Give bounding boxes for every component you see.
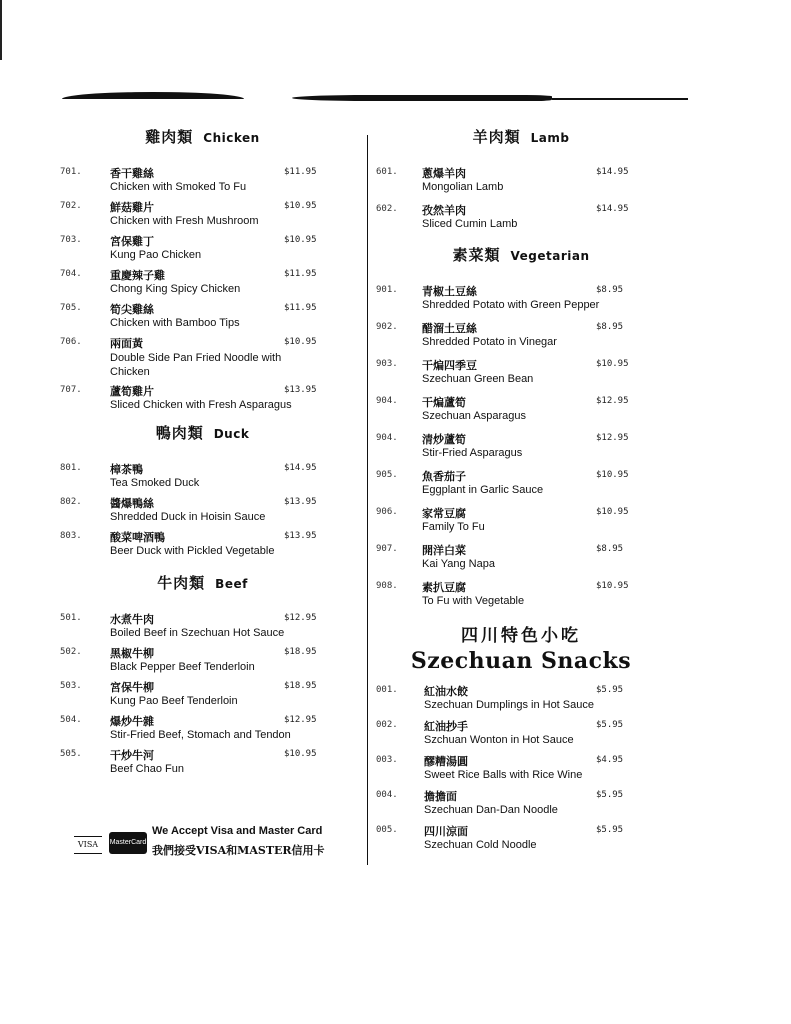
menu-item bbox=[60, 232, 345, 266]
payment-text-en: We Accept Visa and Master Card bbox=[152, 825, 323, 837]
item-price: $8.95 bbox=[596, 285, 624, 295]
item-name-en: Szechuan Asparagus bbox=[422, 410, 526, 422]
item-number: 703. bbox=[60, 235, 82, 245]
item-price: $18.95 bbox=[284, 681, 317, 691]
item-number: 503. bbox=[60, 681, 82, 691]
item-price: $5.95 bbox=[596, 720, 624, 730]
item-price: $4.95 bbox=[596, 755, 624, 765]
section-title-en: Lamb bbox=[530, 131, 570, 145]
item-price: $10.95 bbox=[284, 235, 317, 245]
item-name-en: Shredded Duck in Hoisin Sauce bbox=[110, 511, 266, 523]
item-name-en: Chicken with Smoked To Fu bbox=[110, 181, 247, 193]
menu-item bbox=[376, 541, 666, 578]
item-name-cn: 酸菜啤酒鴨 bbox=[110, 531, 165, 544]
snacks-title-cn: 四川特色小吃 bbox=[461, 626, 581, 646]
section-title-en: Duck bbox=[213, 427, 250, 441]
item-number: 706. bbox=[60, 337, 82, 347]
item-price: $12.95 bbox=[596, 396, 629, 406]
item-price: $10.95 bbox=[596, 359, 629, 369]
page-edge-line bbox=[0, 0, 2, 60]
item-price: $13.95 bbox=[284, 497, 317, 507]
section-snacks bbox=[376, 621, 666, 857]
menu-item bbox=[376, 201, 666, 238]
right-column bbox=[376, 126, 666, 863]
menu-item bbox=[376, 578, 666, 615]
left-column bbox=[60, 126, 345, 786]
item-name-en: Sliced Chicken with Fresh Asparagus bbox=[110, 399, 292, 411]
section-title-cn: 羊肉類 bbox=[472, 128, 521, 146]
section-heading bbox=[60, 572, 345, 600]
menu-item bbox=[376, 282, 666, 319]
item-price: $5.95 bbox=[596, 790, 624, 800]
section-title-cn: 素菜類 bbox=[452, 246, 501, 264]
item-name-en: Mongolian Lamb bbox=[422, 181, 504, 193]
menu-item bbox=[376, 393, 666, 430]
item-number: 802. bbox=[60, 497, 82, 507]
item-price: $13.95 bbox=[284, 385, 317, 395]
menu-item bbox=[60, 528, 345, 562]
menu-item bbox=[376, 356, 666, 393]
item-number: 003. bbox=[376, 755, 398, 765]
item-price: $8.95 bbox=[596, 544, 624, 554]
item-number: 002. bbox=[376, 720, 398, 730]
item-price: $5.95 bbox=[596, 825, 624, 835]
menu-item bbox=[376, 717, 666, 752]
section-heading bbox=[376, 126, 666, 154]
item-name-en: Szechuan Green Bean bbox=[422, 373, 534, 385]
item-price: $12.95 bbox=[596, 433, 629, 443]
item-name-en: Szechuan Dumplings in Hot Sauce bbox=[424, 699, 594, 711]
item-number: 906. bbox=[376, 507, 398, 517]
item-name-cn: 孜然羊肉 bbox=[422, 204, 466, 217]
item-price: $10.95 bbox=[284, 337, 317, 347]
menu-item bbox=[60, 746, 345, 780]
menu-item bbox=[60, 610, 345, 644]
item-name-cn: 黑椒牛柳 bbox=[110, 647, 154, 660]
item-number: 901. bbox=[376, 285, 398, 295]
menu-item bbox=[376, 682, 666, 717]
visa-logo: VISA bbox=[74, 836, 102, 854]
item-name-cn: 蔥爆羊肉 bbox=[422, 167, 466, 180]
menu-item bbox=[60, 334, 345, 382]
item-price: $12.95 bbox=[284, 715, 317, 725]
item-name-cn: 干煸蘆筍 bbox=[422, 396, 466, 409]
item-name-en: Kai Yang Napa bbox=[422, 558, 495, 570]
menu-item bbox=[60, 460, 345, 494]
item-number: 905. bbox=[376, 470, 398, 480]
item-name-cn: 干炒牛河 bbox=[110, 749, 154, 762]
section-title-en: Chicken bbox=[203, 131, 260, 145]
item-price: $14.95 bbox=[284, 463, 317, 473]
item-number: 902. bbox=[376, 322, 398, 332]
item-number: 504. bbox=[60, 715, 82, 725]
item-name-cn: 四川涼面 bbox=[424, 825, 468, 838]
item-name-cn: 香干雞絲 bbox=[110, 167, 154, 180]
item-name-en: Stir-Fried Asparagus bbox=[422, 447, 523, 459]
item-number: 801. bbox=[60, 463, 82, 473]
menu-item bbox=[376, 822, 666, 857]
item-price: $10.95 bbox=[284, 749, 317, 759]
item-price: $14.95 bbox=[596, 167, 629, 177]
section-beef bbox=[60, 572, 345, 780]
item-name-cn: 醋溜土豆絲 bbox=[422, 322, 477, 335]
item-price: $13.95 bbox=[284, 531, 317, 541]
item-price: $10.95 bbox=[284, 201, 317, 211]
item-price: $5.95 bbox=[596, 685, 624, 695]
item-name-en: Kung Pao Chicken bbox=[110, 249, 202, 261]
item-name-en: Sliced Cumin Lamb bbox=[422, 218, 518, 230]
item-number: 601. bbox=[376, 167, 398, 177]
item-name-cn: 魚香茄子 bbox=[422, 470, 466, 483]
menu-item bbox=[60, 712, 345, 746]
item-name-cn: 清炒蘆筍 bbox=[422, 433, 466, 446]
menu-item bbox=[376, 787, 666, 822]
menu-item bbox=[376, 430, 666, 467]
item-name-cn: 鮮菇雞片 bbox=[110, 201, 154, 214]
item-name-en: Boiled Beef in Szechuan Hot Sauce bbox=[110, 627, 285, 639]
item-name-en: Tea Smoked Duck bbox=[110, 477, 200, 489]
item-name-cn: 筍尖雞絲 bbox=[110, 303, 154, 316]
menu-item bbox=[60, 494, 345, 528]
menu-item bbox=[60, 678, 345, 712]
item-name-cn: 素扒豆腐 bbox=[422, 581, 466, 594]
item-name-en: Kung Pao Beef Tenderloin bbox=[110, 695, 238, 707]
item-name-cn: 宮保雞丁 bbox=[110, 235, 154, 248]
item-name-en: Chong King Spicy Chicken bbox=[110, 283, 241, 295]
section-heading bbox=[60, 422, 345, 450]
item-price: $11.95 bbox=[284, 269, 317, 279]
item-name-cn: 醬爆鴨絲 bbox=[110, 497, 154, 510]
section-duck bbox=[60, 422, 345, 562]
section-lamb bbox=[376, 126, 666, 238]
header-swoosh-right bbox=[292, 95, 552, 101]
item-name-en: Szechuan Cold Noodle bbox=[424, 839, 537, 851]
item-name-en: Beef Chao Fun bbox=[110, 763, 184, 775]
item-name-cn: 干煸四季豆 bbox=[422, 359, 477, 372]
menu-item bbox=[60, 164, 345, 198]
section-vegetarian bbox=[376, 244, 666, 615]
item-name-cn: 醪糟湯圓 bbox=[424, 755, 468, 768]
item-name-en: Shredded Potato in Vinegar bbox=[422, 336, 557, 348]
menu-item bbox=[376, 752, 666, 787]
item-name-cn: 兩面黃 bbox=[110, 337, 143, 350]
section-heading bbox=[60, 126, 345, 154]
item-name-en: Stir-Fried Beef, Stomach and Tendon bbox=[110, 729, 291, 741]
item-name-en: Szechuan Dan-Dan Noodle bbox=[424, 804, 558, 816]
item-name-cn: 重慶辣子雞 bbox=[110, 269, 165, 282]
item-name-en: Beer Duck with Pickled Vegetable bbox=[110, 545, 275, 557]
item-number: 704. bbox=[60, 269, 82, 279]
section-title-cn: 雞肉類 bbox=[145, 128, 194, 146]
item-name-en: Black Pepper Beef Tenderloin bbox=[110, 661, 255, 673]
item-price: $10.95 bbox=[596, 581, 629, 591]
item-number: 904. bbox=[376, 433, 398, 443]
menu-item bbox=[60, 266, 345, 300]
item-number: 602. bbox=[376, 204, 398, 214]
menu-item bbox=[60, 644, 345, 678]
item-name-cn: 開洋白菜 bbox=[422, 544, 466, 557]
item-number: 005. bbox=[376, 825, 398, 835]
item-price: $18.95 bbox=[284, 647, 317, 657]
item-name-cn: 紅油抄手 bbox=[424, 720, 468, 733]
item-name-cn: 樟茶鴨 bbox=[110, 463, 143, 476]
item-price: $12.95 bbox=[284, 613, 317, 623]
menu-item bbox=[60, 300, 345, 334]
item-price: $10.95 bbox=[596, 470, 629, 480]
item-name-cn: 水煮牛肉 bbox=[110, 613, 154, 626]
item-name-en: Family To Fu bbox=[422, 521, 485, 533]
item-price: $10.95 bbox=[596, 507, 629, 517]
section-chicken bbox=[60, 126, 345, 416]
item-number: 501. bbox=[60, 613, 82, 623]
item-name-en: Chicken with Fresh Mushroom bbox=[110, 215, 259, 227]
snacks-title-en: Szechuan Snacks bbox=[410, 648, 632, 674]
item-number: 505. bbox=[60, 749, 82, 759]
section-title-cn: 鴨肉類 bbox=[155, 424, 204, 442]
item-name-en: Double Side Pan Fried Noodle with Chicken bbox=[110, 352, 282, 378]
item-price: $11.95 bbox=[284, 167, 317, 177]
item-name-cn: 紅油水餃 bbox=[424, 685, 468, 698]
item-name-cn: 青椒土豆絲 bbox=[422, 285, 477, 298]
item-number: 502. bbox=[60, 647, 82, 657]
item-number: 908. bbox=[376, 581, 398, 591]
item-number: 903. bbox=[376, 359, 398, 369]
item-name-en: Shredded Potato with Green Pepper bbox=[422, 299, 600, 311]
mastercard-logo: MasterCard bbox=[109, 832, 147, 854]
item-number: 907. bbox=[376, 544, 398, 554]
item-name-en: Chicken with Bamboo Tips bbox=[110, 317, 240, 329]
item-number: 004. bbox=[376, 790, 398, 800]
item-number: 904. bbox=[376, 396, 398, 406]
header-swoosh-left bbox=[62, 92, 244, 99]
item-number: 803. bbox=[60, 531, 82, 541]
item-price: $8.95 bbox=[596, 322, 624, 332]
section-title-cn: 牛肉類 bbox=[157, 574, 206, 592]
item-name-cn: 宮保牛柳 bbox=[110, 681, 154, 694]
item-name-en: Szchuan Wonton in Hot Sauce bbox=[424, 734, 574, 746]
menu-item bbox=[60, 198, 345, 232]
payment-text-cn: 我們接受VISA和MASTER信用卡 bbox=[152, 844, 325, 857]
header-rule-right bbox=[552, 98, 688, 100]
item-name-en: Eggplant in Garlic Sauce bbox=[422, 484, 544, 496]
item-name-en: To Fu with Vegetable bbox=[422, 595, 525, 607]
item-name-cn: 家常豆腐 bbox=[422, 507, 466, 520]
menu-item bbox=[376, 467, 666, 504]
section-title-en: Vegetarian bbox=[510, 249, 590, 263]
item-name-cn: 爆炒牛雜 bbox=[110, 715, 154, 728]
item-name-cn: 擔擔面 bbox=[424, 790, 457, 803]
item-number: 701. bbox=[60, 167, 82, 177]
item-name-en: Sweet Rice Balls with Rice Wine bbox=[424, 769, 583, 781]
item-price: $11.95 bbox=[284, 303, 317, 313]
payment-notice bbox=[74, 824, 364, 864]
item-name-cn: 蘆筍雞片 bbox=[110, 385, 154, 398]
column-divider bbox=[367, 135, 368, 865]
item-number: 702. bbox=[60, 201, 82, 211]
menu-item bbox=[376, 319, 666, 356]
item-number: 001. bbox=[376, 685, 398, 695]
item-price: $14.95 bbox=[596, 204, 629, 214]
section-title-en: Beef bbox=[215, 577, 248, 591]
item-number: 705. bbox=[60, 303, 82, 313]
menu-item bbox=[60, 382, 345, 416]
section-heading bbox=[376, 244, 666, 272]
menu-item bbox=[376, 504, 666, 541]
item-number: 707. bbox=[60, 385, 82, 395]
menu-item bbox=[376, 164, 666, 201]
